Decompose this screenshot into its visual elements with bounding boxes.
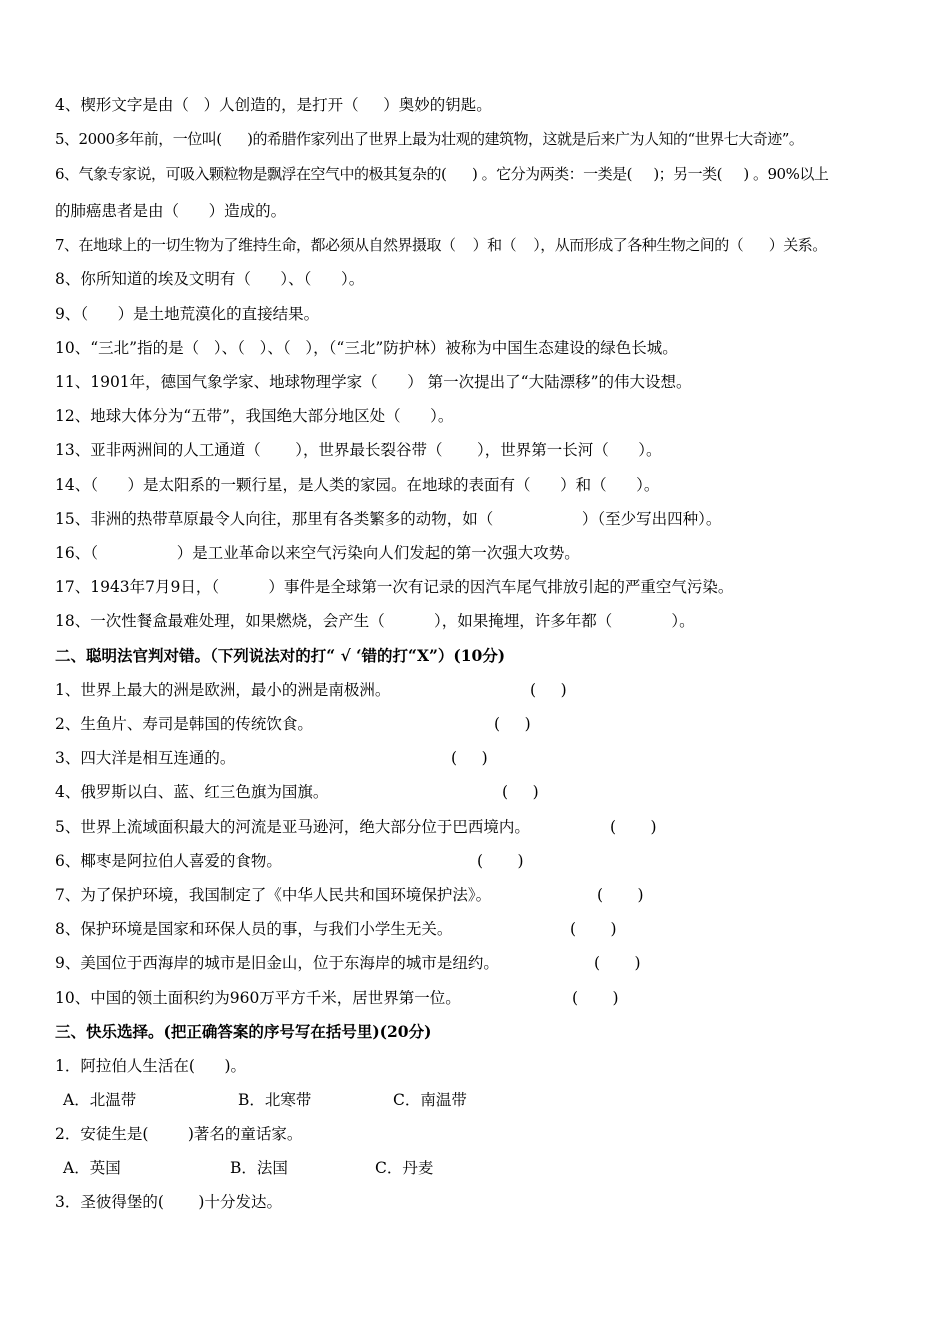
mc-question-1: 1．阿拉伯人生活在( )。: [55, 1057, 247, 1075]
mc-options-2: [63, 1158, 663, 1178]
question-8: 8、你所知道的埃及文明有（ ）、（ ）。: [55, 270, 365, 288]
tf-question-6: 6、椰枣是阿拉伯人喜爱的食物。: [55, 852, 282, 870]
tf-question-1: 1、世界上最大的洲是欧洲，最小的洲是南极洲。: [55, 681, 391, 699]
option-a[interactable]: A．英国: [63, 1159, 121, 1177]
question-5: 5、2000多年前，一位叫( )的希腊作家列出了世界上最为壮观的建筑物，这就是后来广为人知的“世界七大奇迹”。: [55, 130, 804, 148]
tf-question-2: 2、生鱼片、寿司是韩国的传统饮食。: [55, 715, 313, 733]
question-11: 11、1901年，德国气象学家、地球物理学家（ ） 第一次提出了“大陆漂移”的伟大设想。: [55, 373, 692, 391]
tf-answer-blank-4[interactable]: ( ): [502, 783, 539, 801]
tf-question-10: 10、中国的领土面积约为960万平方千米，居世界第一位。: [55, 989, 461, 1007]
tf-answer-blank-6[interactable]: ( ): [477, 852, 524, 870]
option-b[interactable]: B．法国: [230, 1159, 288, 1177]
tf-answer-blank-7[interactable]: ( ): [597, 886, 644, 904]
tf-answer-blank-2[interactable]: ( ): [494, 715, 531, 733]
tf-answer-blank-3[interactable]: ( ): [451, 749, 488, 767]
question-9: 9、（ ）是土地荒漠化的直接结果。: [55, 305, 320, 323]
section-2-heading: 二、聪明法官判对错。（下列说法对的打“ √ ‘错的打“X”）(10分): [55, 646, 506, 665]
tf-answer-blank-9[interactable]: ( ): [594, 954, 641, 972]
question-17: 17、1943年7月9日，（ ）事件是全球第一次有记录的因汽车尾气排放引起的严重空气污染。: [55, 578, 734, 596]
tf-answer-blank-1[interactable]: ( ): [530, 681, 567, 699]
question-4: 4、楔形文字是由（ ）人创造的，是打开（ ）奥妙的钥匙。: [55, 96, 492, 114]
question-15: 15、非洲的热带草原最令人向往，那里有各类繁多的动物，如（ ）（至少写出四种）。: [55, 510, 722, 528]
tf-question-3: 3、四大洋是相互连通的。: [55, 749, 236, 767]
section-3-heading: 三、快乐选择。(把正确答案的序号写在括号里)(20分): [55, 1022, 432, 1041]
question-13: 13、亚非两洲间的人工通道（ ），世界最长裂谷带（ ），世界第一长河（ ）。: [55, 441, 662, 459]
mc-question-3: 3．圣彼得堡的( )十分发达。: [55, 1193, 282, 1211]
tf-question-9: 9、美国位于西海岸的城市是旧金山，位于东海岸的城市是纽约。: [55, 954, 499, 972]
option-b[interactable]: B．北寒带: [238, 1091, 312, 1109]
question-6-continued: 的肺癌患者是由（ ）造成的。: [55, 202, 287, 220]
option-c[interactable]: C．丹麦: [375, 1159, 434, 1177]
tf-question-4: 4、俄罗斯以白、蓝、红三色旗为国旗。: [55, 783, 329, 801]
option-a[interactable]: A．北温带: [63, 1091, 137, 1109]
option-c[interactable]: C．南温带: [393, 1091, 467, 1109]
question-6: 6、气象专家说，可吸入颗粒物是飘浮在空气中的极其复杂的( ) 。它分为两类：一类是( )；另一类( ) 。90%以上: [55, 165, 829, 183]
question-7: 7、在地球上的一切生物为了维持生命，都必须从自然界摄取（ ）和（ ），从而形成了各种生物之间的（ ）关系。: [55, 236, 827, 254]
mc-question-2: 2．安徒生是( )著名的童话家。: [55, 1125, 303, 1143]
tf-answer-blank-5[interactable]: ( ): [610, 818, 657, 836]
tf-answer-blank-10[interactable]: ( ): [572, 989, 619, 1007]
tf-question-8: 8、保护环境是国家和环保人员的事，与我们小学生无关。: [55, 920, 453, 938]
question-18: 18、一次性餐盒最难处理，如果燃烧，会产生（ ），如果掩埋，许多年都（ ）。: [55, 612, 695, 630]
tf-answer-blank-8[interactable]: ( ): [570, 920, 617, 938]
tf-question-5: 5、世界上流域面积最大的河流是亚马逊河，绝大部分位于巴西境内。: [55, 818, 530, 836]
question-14: 14、（ ）是太阳系的一颗行星，是人类的家园。在地球的表面有（ ）和（ ）。: [55, 476, 660, 494]
question-10: 10、“三北”指的是（ ）、（ ）、（ ），（“三北”防护林）被称为中国生态建设的绿色长城。: [55, 339, 678, 357]
question-12: 12、地球大体分为“五带”，我国绝大部分地区处（ ）。: [55, 407, 454, 425]
tf-question-7: 7、为了保护环境，我国制定了《中华人民共和国环境保护法》。: [55, 886, 492, 904]
question-16: 16、（ ）是工业革命以来空气污染向人们发起的第一次强大攻势。: [55, 544, 580, 562]
mc-options-1: [63, 1090, 663, 1110]
